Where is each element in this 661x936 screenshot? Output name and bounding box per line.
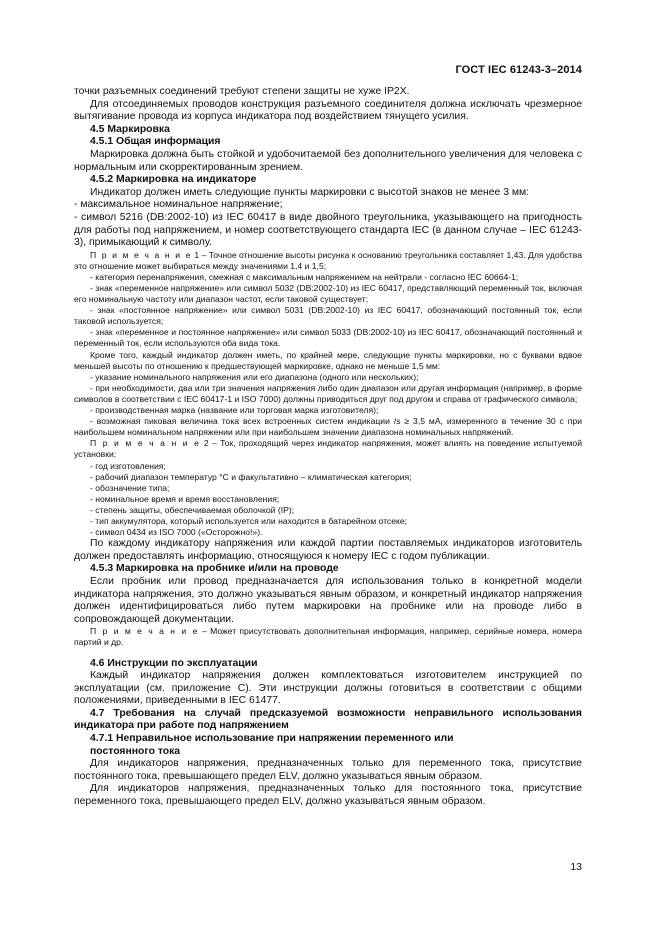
document-header: ГОСТ IEC 61243-3–2014 [455,64,582,76]
list-item-small: - степень защиты, обеспечиваемая оболочкой (IP); [90,504,295,515]
paragraph: Маркировка должна быть стойкой и удобочитаемой без дополнительного увеличения для человека с нормальным или скорректированным зрением. [74,148,582,173]
note-text: – Может присутствовать дополнительная информация, например, серийные номера, номера партий и др. [74,626,582,648]
paragraph: Для индикаторов напряжения, предназначенных только для постоянного тока, присутствие переменного тока, превышающего предел ELV, должно указываться явным образом. [74,783,582,808]
list-item-small: - категория перенапряжения, смежная с максимальным напряжением на нейтрали - согласно IEC 60664-1; [90,271,519,282]
list-item-small: - знак «переменное и постоянное напряжение» или символ 5033 (DB:2002-10) из IEC 60417, обозначающий постоянный и переменный ток, если используются оба вида тока. [74,327,582,349]
list-item-small: - номинальное время и время восстановления; [90,493,280,504]
list-item-small: - год изготовления; [90,460,166,471]
section-heading: 4.5 Маркировка [90,123,170,135]
note [74,250,582,272]
subsection-heading: 4.5.1 Общая информация [90,136,221,148]
list-item-small: - обозначение типа; [90,482,170,493]
paragraph: Индикатор должен иметь следующие пункты маркировки с высотой знаков не менее 3 мм: [90,186,530,198]
list-item-small: - возможная пиковая величина тока всех встроенных систем индикации /s ≥ 3,5 мА, измеренного в течение 30 с при наибольшем номинальном напряжении или при наибольшем значении диапазона номинальных напряжений. [74,416,582,438]
section-heading: 4.6 Инструкции по эксплуатации [90,657,258,669]
note-label: П р и м е ч а н и е [90,626,199,637]
list-item-small: - рабочий диапазон температур °С и факультативно – климатическая категория; [90,471,412,482]
note [74,626,582,648]
list-item-small: - знак «постоянное напряжение» или символ 5031 (DB:2002-10) из IEC 60417, обозначающий постоянный ток, если таковой используется; [74,305,582,327]
note-text: 2 – Ток, проходящий через индикатор напряжения, может влиять на поведение испытуемой установки; [74,438,582,460]
subsection-heading-cont: постоянного тока [90,745,181,757]
list-item-small: - производственная марка (название или торговая марка изготовителя); [90,405,379,416]
note-label: П р и м е ч а н и е [90,249,192,260]
paragraph: По каждому индикатору напряжения или каждой партии поставляемых индикаторов изготовитель должен предоставлять информацию, относящуюся к номеру IEC с годом публикации. [74,538,582,562]
page-number: 13 [570,861,582,873]
list-item-small: - при необходимости, два или три значения напряжения либо один диапазон или другая информация (например, в форме символов в соответствии с IEC 60417-1 и ISO 7000) должны приводиться друг под другом и справа от графического символа; [74,382,582,404]
note-text: 1 – Точное отношение высоты рисунка к основанию треугольника составляет 1,43. Для удобства это отношение может выбираться между значениями 1,4 и 1,5; [74,249,582,271]
spacer [74,649,582,658]
paragraph: Для отсоединяемых проводов конструкция разъемного соединителя должна исключать чрезмерное вытягивание провода из корпуса индикатора под воздействием тянущего усилия. [74,98,582,123]
paragraph: Каждый индикатор напряжения должен комплектоваться изготовителем инструкцией по эксплуатации (см. приложение С). Эти инструкции должны готовиться в соответствии с общими положениями, приведенными в IEC 61477. [74,670,582,707]
paragraph: Для индикаторов напряжения, предназначенных только для переменного тока, присутствие постоянного тока, превышающего предел ELV, должно указываться явным образом. [74,758,582,782]
list-item: - символ 5216 (DB:2002-10) из IEC 60417 в виде двойного треугольника, указывающего на пригодность для работы под напряжением, и номер соответствующего стандарта IEC (в данном случае – IEC 61243-3), примыкающий к символу. [74,211,582,249]
subsection-heading: 4.7.1 Неправильное использование при напряжении переменного или [90,733,454,745]
note [74,438,582,460]
list-item-small: - тип аккумулятора, который используется или находится в батарейном отсеке; [90,515,408,526]
paragraph: Если пробник или провод предназначается для использования только в конкретной модели индикатора напряжения, это должно указываться явным образом, и конкретный индикатор напряжения должен идентифицироваться либо путем маркировки на пробнике или на проводе либо в сопровождающей документации. [74,575,582,625]
note-label: П р и м е ч а н и е [90,438,201,449]
document-body [74,86,582,809]
list-item: - максимальное номинальное напряжение; [74,199,283,211]
paragraph: точки разъемных соединений требуют степени защиты не хуже IP2X. [74,86,410,97]
subsection-heading: 4.5.2 Маркировка на индикаторе [90,174,257,186]
subsection-heading: 4.5.3 Маркировка на пробнике и/или на проводе [90,563,339,575]
list-item-small: - знак «переменное напряжение» или символ 5032 (DB:2002-10) из IEC 60417, представляющий переменный ток, включая его номинальную частоту или диапазон частот, если таковой существует; [74,283,582,305]
paragraph-small: Кроме того, каждый индикатор должен иметь, по крайней мере, следующие пункты маркировки, но с буквами вдвое меньшей высоты по отношению к предшествующей маркировке, однако не меньше 1,5 мм: [74,349,582,371]
list-item-small: - символ 0434 из ISO 7000 («Осторожно!»). [90,527,263,538]
section-heading: 4.7 Требования на случай предсказуемой возможности неправильного использования индикатора при работе под напряжением [74,707,582,732]
list-item-small: - указание номинального напряжения или его диапазона (одного или нескольких); [90,371,419,382]
